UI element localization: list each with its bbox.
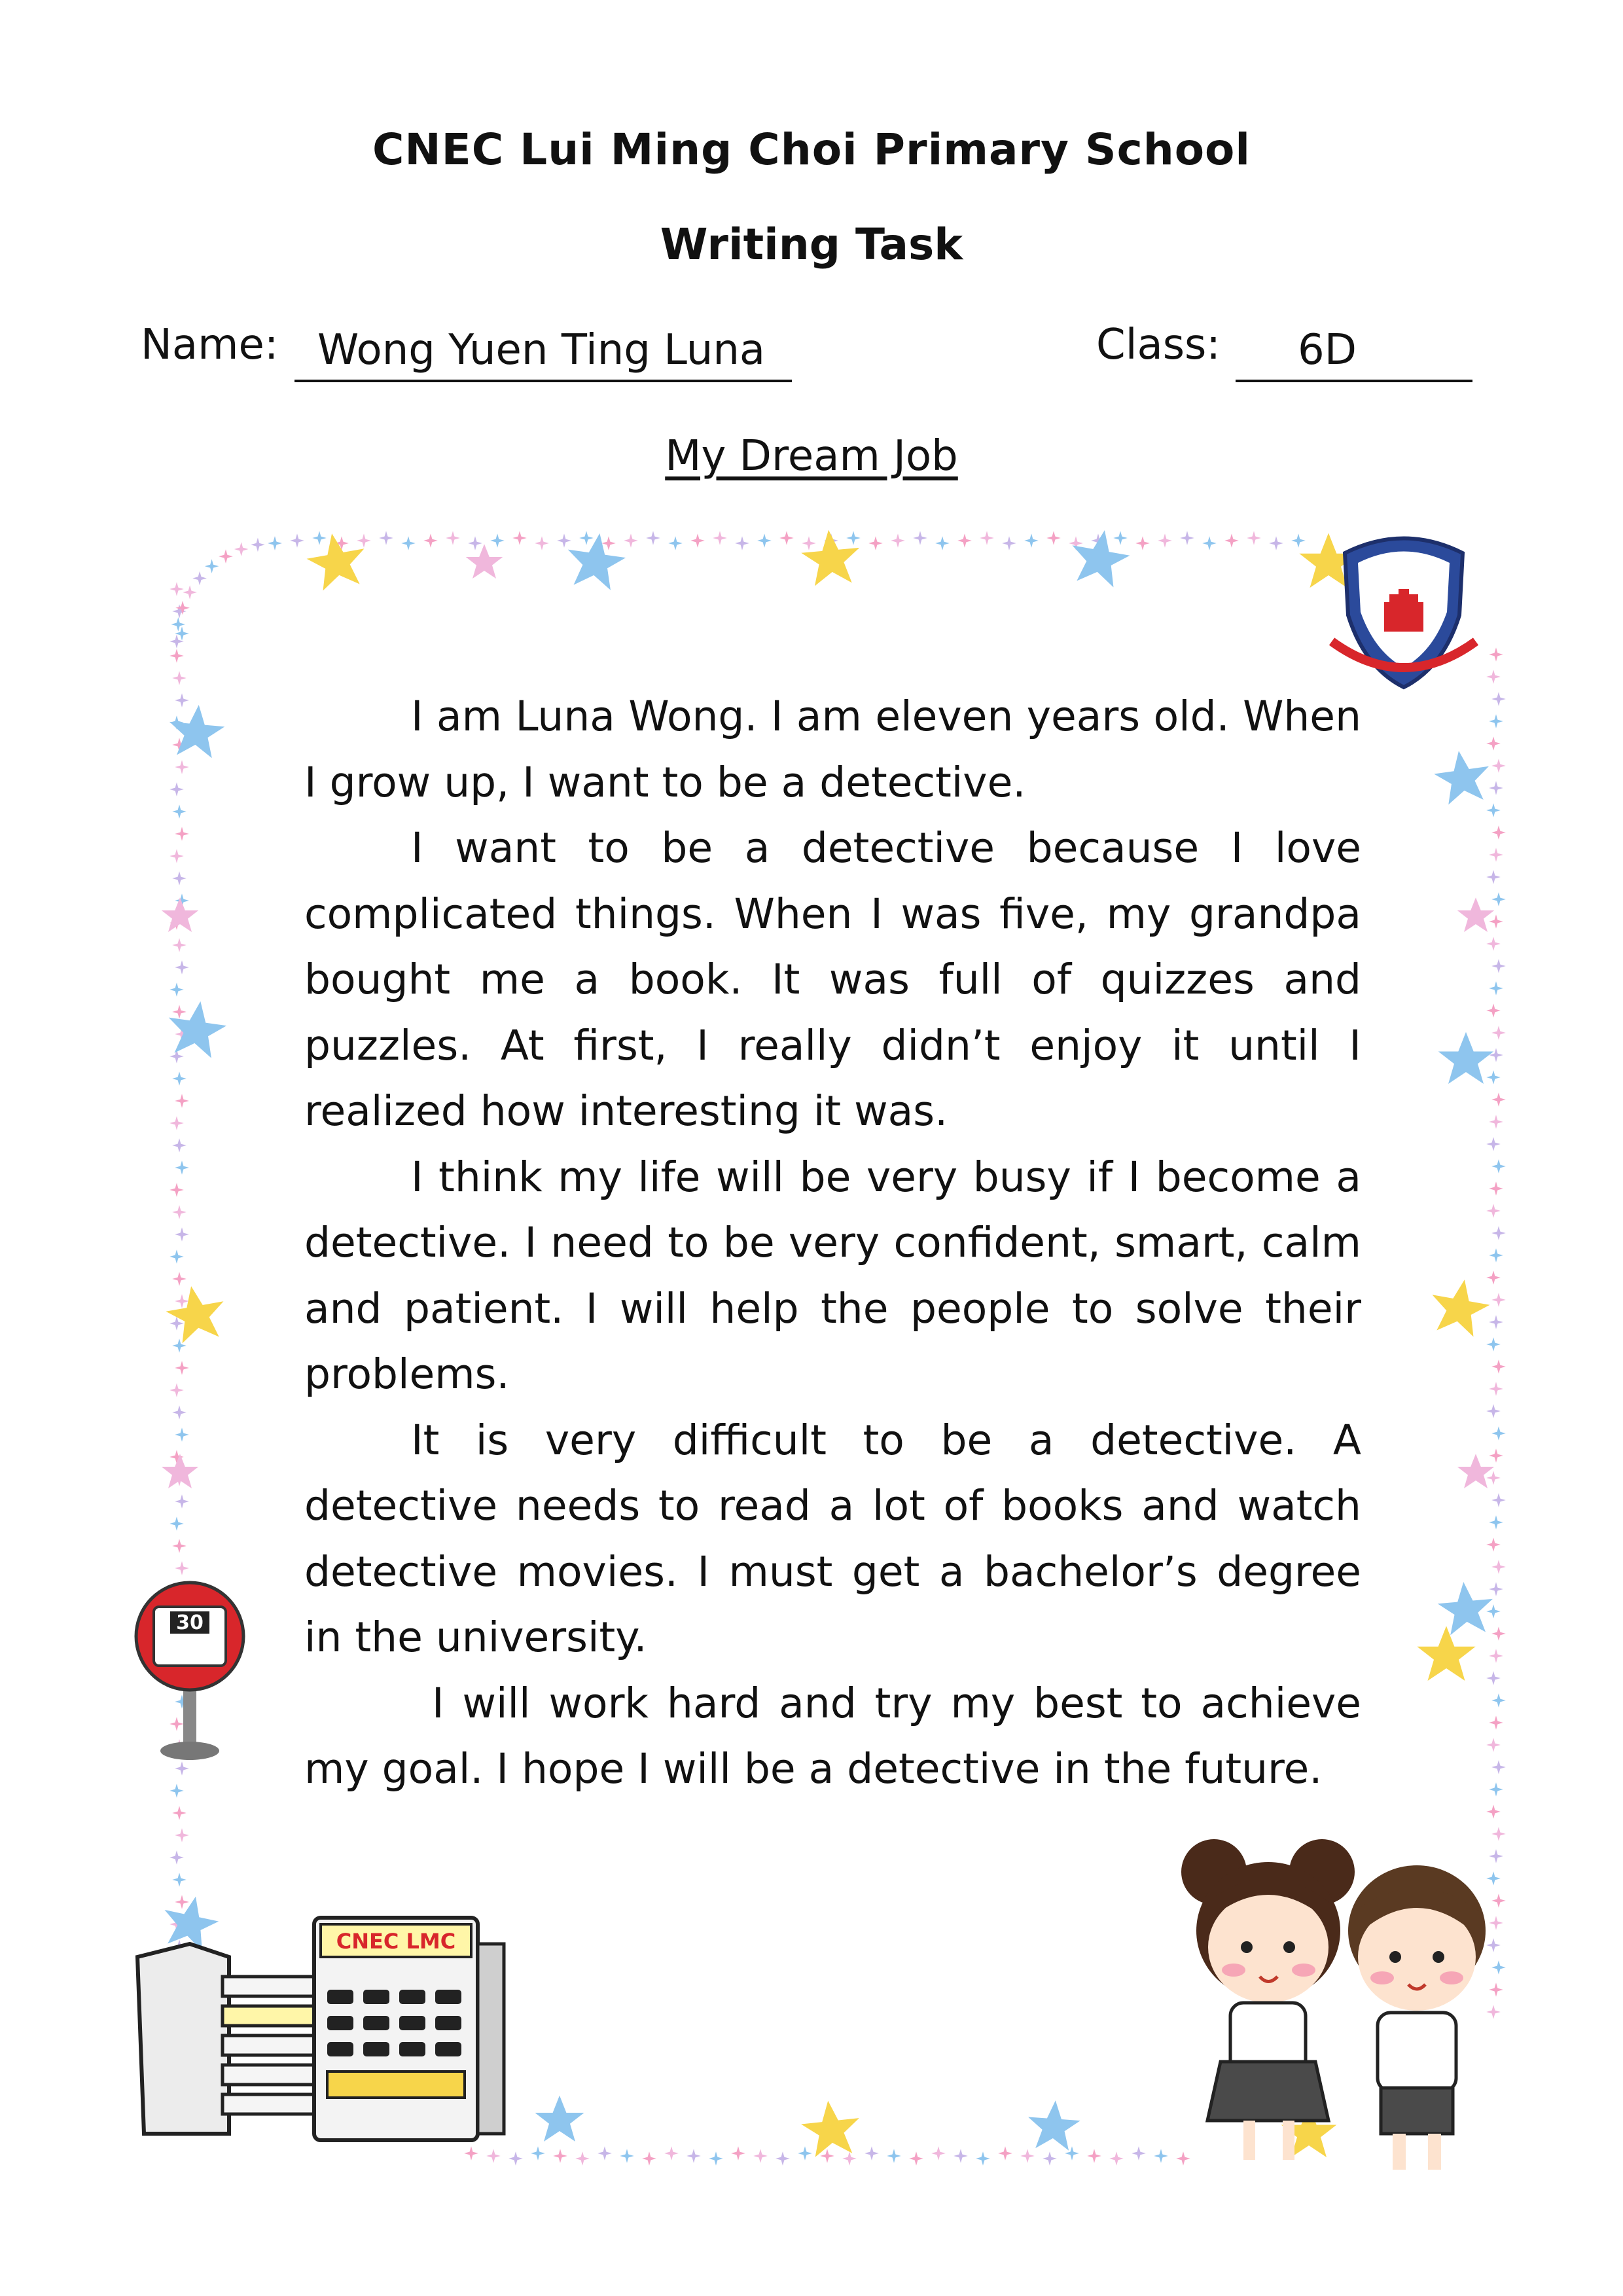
star-icon xyxy=(466,544,503,579)
sparkle-icon xyxy=(1135,536,1150,550)
star-icon xyxy=(1426,1274,1493,1338)
sparkle-icon xyxy=(172,1272,187,1286)
star-icon xyxy=(1438,1032,1494,1084)
sparkle-icon xyxy=(690,533,705,548)
sparkle-icon xyxy=(357,533,371,548)
class-field: 6D xyxy=(1236,321,1472,382)
sparkle-icon xyxy=(1486,803,1501,817)
sparkle-icon xyxy=(642,2151,656,2166)
sparkle-icon xyxy=(1491,825,1506,840)
star-icon xyxy=(162,897,198,932)
sparkle-icon xyxy=(868,536,883,550)
star-icon xyxy=(1026,2099,1082,2151)
sparkle-icon xyxy=(205,559,219,573)
sparkle-icon xyxy=(1489,914,1503,929)
sparkle-icon xyxy=(169,649,184,663)
sparkle-icon xyxy=(624,533,638,548)
sparkle-icon xyxy=(1020,2149,1035,2163)
star-icon xyxy=(164,997,229,1060)
sparkle-icon xyxy=(668,536,683,550)
sparkle-icon xyxy=(172,1539,187,1553)
sparkle-icon xyxy=(175,1227,189,1242)
sparkle-icon xyxy=(620,2149,634,2163)
sparkle-icon xyxy=(1491,959,1506,973)
sparkle-icon xyxy=(757,533,772,548)
sparkle-icon xyxy=(1491,1827,1506,1841)
sparkle-icon xyxy=(1489,1849,1503,1863)
sparkle-icon xyxy=(1486,736,1501,751)
sparkle-icon xyxy=(735,536,749,550)
sparkle-icon xyxy=(1224,533,1239,548)
sparkle-icon xyxy=(169,1516,184,1531)
essay-title xyxy=(0,432,1623,480)
sparkle-icon xyxy=(464,2146,478,2161)
sparkle-icon xyxy=(887,2149,901,2163)
sparkle-icon xyxy=(1486,1537,1501,1552)
sparkle-icon xyxy=(312,531,327,545)
sparkle-icon xyxy=(1486,1070,1501,1085)
document-type: Writing Task xyxy=(660,219,963,270)
sparkle-icon xyxy=(1291,533,1306,548)
sparkle-icon xyxy=(175,760,189,774)
sparkle-icon xyxy=(175,1561,189,1575)
sparkle-icon xyxy=(1489,1115,1503,1129)
sparkle-icon xyxy=(1043,2151,1057,2166)
sparkle-icon xyxy=(1087,2149,1101,2163)
sparkle-icon xyxy=(575,2151,590,2166)
sparkle-icon xyxy=(169,1183,184,1197)
sparkle-icon xyxy=(1489,1982,1503,1997)
sparkle-icon xyxy=(1486,2005,1501,2019)
star-icon xyxy=(535,2096,584,2142)
sparkle-icon xyxy=(709,2151,723,2166)
sparkle-icon xyxy=(1489,1382,1503,1396)
sparkle-icon xyxy=(597,2146,612,2161)
sparkle-icon xyxy=(169,582,184,596)
sparkle-icon xyxy=(1489,714,1503,728)
sparkle-icon xyxy=(175,1895,189,1909)
school-logo-icon xyxy=(1332,539,1476,688)
name-label: Name: xyxy=(141,321,279,369)
sparkle-icon xyxy=(486,2149,501,2163)
sparkle-icon xyxy=(1176,2151,1190,2166)
sparkle-icon xyxy=(535,536,549,550)
sparkle-icon xyxy=(1489,1916,1503,1930)
sparkle-icon xyxy=(1002,536,1016,550)
sparkle-icon xyxy=(1491,1293,1506,1307)
sparkle-icon xyxy=(268,536,282,550)
star-icon xyxy=(1436,1579,1495,1636)
sparkle-icon xyxy=(172,1071,187,1086)
sparkle-icon xyxy=(1489,1582,1503,1596)
sparkle-icon xyxy=(1486,1471,1501,1485)
sparkle-icon xyxy=(1491,1493,1506,1507)
sparkle-icon xyxy=(172,1873,187,1887)
sparkle-icon xyxy=(169,1717,184,1731)
star-icon xyxy=(563,529,628,592)
sparkle-icon xyxy=(171,617,185,632)
star-icon xyxy=(167,702,226,759)
star-icon xyxy=(162,1281,229,1345)
sparkle-icon xyxy=(1491,892,1506,906)
sparkle-icon xyxy=(1247,531,1261,545)
sparkle-icon xyxy=(1491,1426,1506,1441)
sparkle-icon xyxy=(1486,1671,1501,1685)
sparkle-icon xyxy=(169,1784,184,1798)
sparkle-icon xyxy=(1486,1337,1501,1352)
sparkle-icon xyxy=(1491,1893,1506,1908)
sparkle-icon xyxy=(1491,1693,1506,1708)
sparkle-icon xyxy=(169,849,184,863)
sparkle-icon xyxy=(175,1828,189,1842)
school-name: CNEC Lui Ming Choi Primary School xyxy=(372,124,1251,175)
sparkle-icon xyxy=(1489,1782,1503,1797)
sparkle-icon xyxy=(579,531,594,545)
sparkle-icon xyxy=(1046,531,1061,545)
sparkle-icon xyxy=(865,2146,879,2161)
sparkle-icon xyxy=(1486,1604,1501,1619)
sparkle-icon xyxy=(779,531,794,545)
sparkle-icon xyxy=(175,1494,189,1509)
sparkle-icon xyxy=(1486,1003,1501,1018)
star-icon xyxy=(1417,1626,1475,1681)
sparkle-icon xyxy=(891,533,905,548)
svg-text:30: 30 xyxy=(176,1611,204,1634)
sparkle-icon xyxy=(664,2146,679,2161)
sparkle-icon xyxy=(423,533,438,548)
sparkle-icon xyxy=(731,2146,745,2161)
sparkle-icon xyxy=(290,533,304,548)
bus-stop-icon xyxy=(136,1583,243,1760)
sparkle-icon xyxy=(601,536,616,550)
star-icon xyxy=(1457,897,1494,932)
sparkle-icon xyxy=(1486,1938,1501,1952)
sparkle-icon xyxy=(713,531,727,545)
sparkle-icon xyxy=(1113,531,1128,545)
sparkle-icon xyxy=(175,1761,189,1776)
sparkle-icon xyxy=(1180,531,1194,545)
sparkle-icon xyxy=(1489,1649,1503,1663)
sparkle-icon xyxy=(172,1005,187,1019)
sparkle-icon xyxy=(172,1806,187,1820)
sparkle-icon xyxy=(1491,1626,1506,1641)
star-icon xyxy=(1431,747,1493,806)
sparkle-icon xyxy=(251,537,265,552)
sparkle-icon xyxy=(175,1160,189,1175)
class-label: Class: xyxy=(1096,321,1221,369)
sparkle-icon xyxy=(909,2151,923,2166)
sparkle-icon xyxy=(1269,536,1283,550)
children-illustration xyxy=(1181,1839,1486,2170)
star-icon xyxy=(1457,1454,1494,1488)
sparkle-icon xyxy=(1491,1560,1506,1574)
sparkle-icon xyxy=(172,871,187,886)
sparkle-icon xyxy=(1491,1960,1506,1975)
sparkle-icon xyxy=(957,533,972,548)
sparkle-icon xyxy=(1486,670,1501,684)
sparkle-icon xyxy=(219,549,233,564)
sparkle-icon xyxy=(913,531,927,545)
sparkle-icon xyxy=(802,536,816,550)
sparkle-icon xyxy=(512,531,527,545)
school-building-illustration xyxy=(137,1918,504,2140)
sparkle-icon xyxy=(169,1116,184,1130)
sparkle-icon xyxy=(175,1094,189,1108)
sparkle-icon xyxy=(1486,1137,1501,1151)
sparkle-icon xyxy=(169,1383,184,1397)
sparkle-icon xyxy=(998,2146,1012,2161)
sparkle-icon xyxy=(175,693,189,708)
sparkle-icon xyxy=(1489,1048,1503,1062)
sparkle-icon xyxy=(169,982,184,997)
sparkle-icon xyxy=(379,531,393,545)
sparkle-icon xyxy=(172,1138,187,1153)
sparkle-icon xyxy=(1491,759,1506,773)
sparkle-icon xyxy=(468,536,482,550)
sparkle-icon xyxy=(1489,1248,1503,1263)
sparkle-icon xyxy=(490,533,505,548)
sparkle-icon xyxy=(1489,781,1503,795)
sparkle-icon xyxy=(776,2151,790,2166)
sparkle-icon xyxy=(980,531,994,545)
sparkle-icon xyxy=(172,1205,187,1219)
sparkle-icon xyxy=(401,536,416,550)
sparkle-icon xyxy=(1486,1204,1501,1218)
sparkle-icon xyxy=(1024,533,1039,548)
sparkle-icon xyxy=(1491,1092,1506,1107)
essay-title-text: My Dream Job xyxy=(665,432,958,480)
sparkle-icon xyxy=(175,827,189,841)
sparkle-icon xyxy=(1486,1404,1501,1418)
sparkle-icon xyxy=(1491,692,1506,706)
sparkle-icon xyxy=(846,531,861,545)
sparkle-icon xyxy=(169,1249,184,1264)
sparkle-icon xyxy=(169,1850,184,1865)
sparkle-icon xyxy=(842,2151,857,2166)
sparkle-icon xyxy=(172,671,187,685)
sparkle-icon xyxy=(646,531,660,545)
sparkle-icon xyxy=(172,938,187,952)
sparkle-icon xyxy=(183,585,197,600)
sparkle-icon xyxy=(1491,1026,1506,1040)
sparkle-icon xyxy=(1489,1315,1503,1329)
sparkle-icon xyxy=(1202,536,1217,550)
sparkle-icon xyxy=(172,1405,187,1420)
sparkle-icon xyxy=(175,1361,189,1375)
sparkle-icon xyxy=(1491,1226,1506,1240)
essay-body xyxy=(304,684,1361,1803)
sparkle-icon xyxy=(1491,1760,1506,1774)
sparkle-icon xyxy=(175,960,189,975)
sparkle-icon xyxy=(192,571,207,586)
essay-paragraph: I will work hard and try my best to achieve my goal. I hope I will be a detective in the future. xyxy=(304,1679,1361,1793)
svg-text:CNEC LMC: CNEC LMC xyxy=(336,1929,456,1954)
sparkle-icon xyxy=(798,2146,812,2161)
sparkle-icon xyxy=(1489,1515,1503,1530)
essay-paragraph: I think my life will be very busy if I become a detective. I need to be very confident, smart, calm and patient. I will help the people to solve their problems. xyxy=(304,1153,1361,1398)
sparkle-icon xyxy=(1158,533,1172,548)
sparkle-icon xyxy=(1154,2149,1168,2163)
student-name-field: Wong Yuen Ting Luna xyxy=(294,321,792,382)
sparkle-icon xyxy=(1132,2146,1146,2161)
sparkle-icon xyxy=(753,2149,768,2163)
sparkle-icon xyxy=(446,531,460,545)
sparkle-icon xyxy=(1489,848,1503,862)
sparkle-icon xyxy=(531,2146,545,2161)
sparkle-icon xyxy=(1486,1871,1501,1886)
sparkle-icon xyxy=(1486,937,1501,951)
sparkle-icon xyxy=(1489,1181,1503,1196)
sparkle-icon xyxy=(1489,1448,1503,1463)
sparkle-icon xyxy=(1109,2151,1124,2166)
sparkle-icon xyxy=(1489,647,1503,662)
essay-paragraph: I want to be a detective because I love complicated things. When I was five, my grandpa bought me a book. It was full of quizzes and puzzles. At first, I really didn’t enjoy it until I realized how interesting it was. xyxy=(304,824,1361,1135)
sparkle-icon xyxy=(935,536,950,550)
sparkle-icon xyxy=(976,2151,990,2166)
sparkle-icon xyxy=(234,542,249,556)
sparkle-icon xyxy=(557,533,571,548)
sparkle-icon xyxy=(1491,1359,1506,1374)
sparkle-icon xyxy=(687,2149,701,2163)
sparkle-icon xyxy=(931,2146,946,2161)
sparkle-icon xyxy=(954,2149,968,2163)
sparkle-icon xyxy=(553,2149,567,2163)
sparkle-icon xyxy=(1489,1715,1503,1730)
sparkle-icon xyxy=(172,804,187,819)
sparkle-icon xyxy=(1486,1804,1501,1819)
sparkle-icon xyxy=(175,1294,189,1308)
sparkle-icon xyxy=(1491,1159,1506,1174)
star-icon xyxy=(799,2098,863,2158)
sparkle-icon xyxy=(169,782,184,797)
sparkle-icon xyxy=(1486,870,1501,884)
star-icon xyxy=(1066,525,1133,589)
sparkle-icon xyxy=(1486,1270,1501,1285)
essay-paragraph: It is very difficult to be a detective. A detective needs to read a lot of books and watch detective movies. I must get a bachelor’s degree in the university. xyxy=(304,1416,1361,1661)
sparkle-icon xyxy=(1489,981,1503,996)
sparkle-icon xyxy=(1486,1738,1501,1752)
sparkle-icon xyxy=(175,1427,189,1442)
essay-paragraph: I am Luna Wong. I am eleven years old. When I grow up, I want to be a detective. xyxy=(304,692,1361,806)
sparkle-icon xyxy=(508,2151,523,2166)
